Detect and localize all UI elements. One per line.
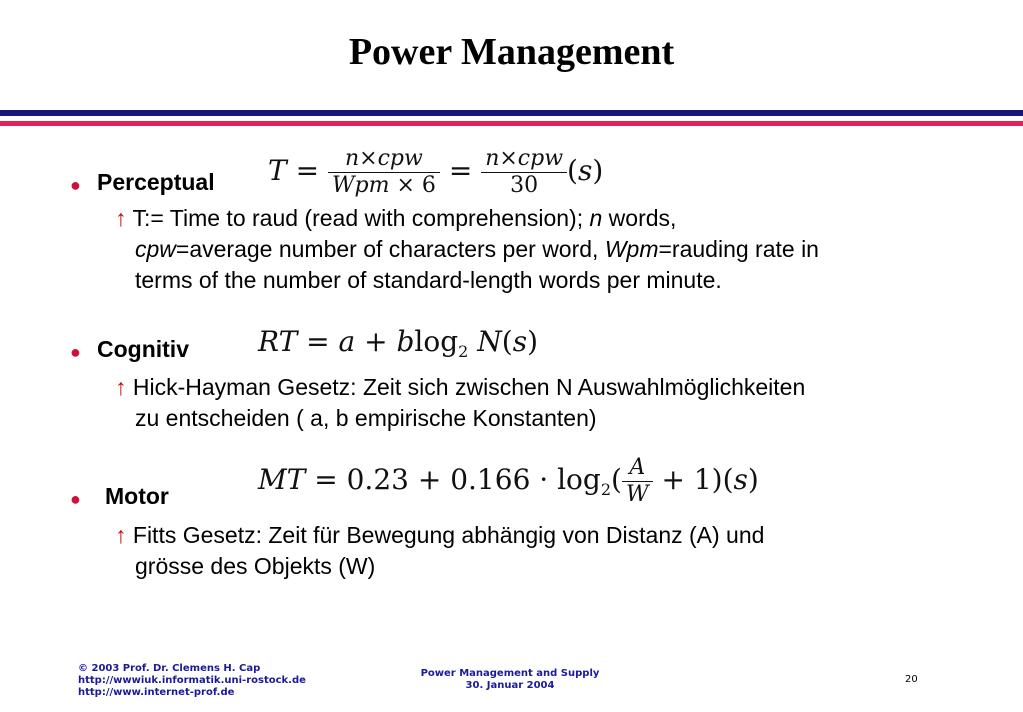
footer-link-iuk[interactable]: http://wwwiuk.informatik.uni-rostock.de bbox=[78, 675, 306, 686]
up-arrow-icon: ↑ bbox=[115, 374, 127, 400]
section-label-perceptual: Perceptual bbox=[97, 169, 215, 195]
footer-credits bbox=[78, 663, 306, 699]
section-label-motor: Motor bbox=[105, 483, 169, 509]
footer-course-title: Power Management and Supply bbox=[420, 668, 600, 679]
formula-cognitiv: RT = a + blog$_2$ N(s) bbox=[258, 325, 538, 361]
motor-line-2: grösse des Objekts (W) bbox=[135, 553, 376, 579]
footer-copyright: © 2003 Prof. Dr. Clemens H. Cap bbox=[78, 663, 261, 674]
header-rule-red bbox=[0, 121, 1023, 126]
header-rule-blue bbox=[0, 110, 1023, 116]
footer-link-internet-prof[interactable]: http://www.internet-prof.de bbox=[78, 687, 235, 698]
formula-motor: MT = $0.23 + 0.166 \cdot \log_2$( $\frac{A}{W}$ + 1)(s) bbox=[258, 455, 759, 507]
footer-date: 30. Januar 2004 bbox=[465, 680, 555, 691]
perceptual-line-1: ↑ T:= Time to raud (read with comprehension); n words, bbox=[115, 205, 677, 231]
up-arrow-icon: ↑ bbox=[115, 205, 127, 231]
footer-center bbox=[395, 668, 625, 692]
page-number: 20 bbox=[905, 674, 918, 685]
perceptual-line-3: terms of the number of standard-length words per minute. bbox=[135, 267, 722, 293]
bullet-icon: ● bbox=[70, 489, 81, 509]
bullet-icon: ● bbox=[70, 342, 81, 362]
formula-perceptual: T = $\frac{\text{n×cpw}}{\text{Wpm × 6}}$ = $\frac{\text{n×cpw}}{30}$ (s) bbox=[268, 146, 604, 198]
motor-line-1: ↑ Fitts Gesetz: Zeit für Bewegung abhängig von Distanz (A) und bbox=[115, 522, 765, 548]
cognitiv-line-1: ↑ Hick-Hayman Gesetz: Zeit sich zwischen N Auswahlmöglichkeiten bbox=[115, 374, 806, 400]
section-label-cognitiv: Cognitiv bbox=[97, 336, 189, 362]
perceptual-line-2: cpw=average number of characters per word, Wpm=rauding rate in bbox=[135, 236, 819, 262]
slide-title: Power Management bbox=[348, 31, 675, 73]
cognitiv-line-2: zu entscheiden ( a, b empirische Konstanten) bbox=[135, 405, 597, 431]
up-arrow-icon: ↑ bbox=[115, 522, 127, 548]
bullet-icon: ● bbox=[70, 175, 81, 195]
